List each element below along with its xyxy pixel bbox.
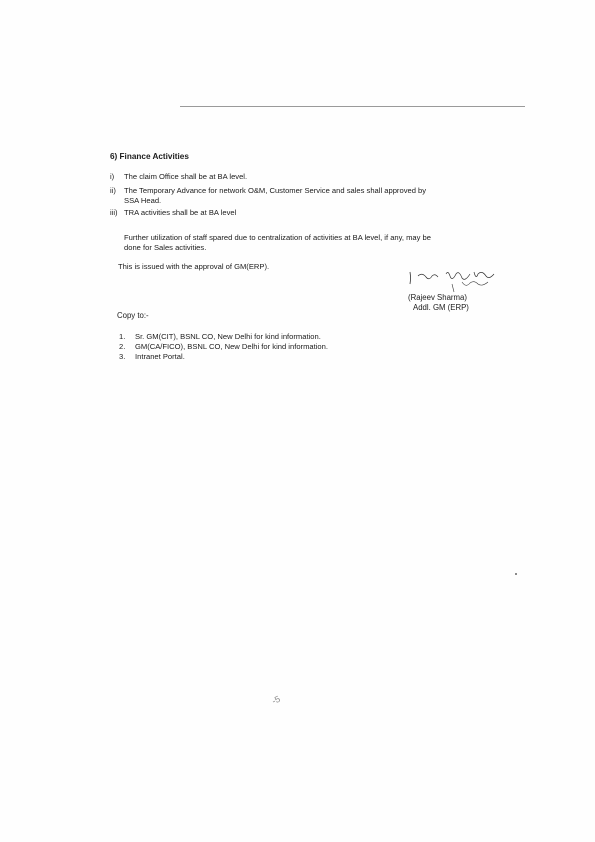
item-text: The Temporary Advance for network O&M, Customer Service and sales shall approved by (124, 186, 427, 195)
signatory-name: (Rajeev Sharma) (408, 293, 467, 302)
list-text: Sr. GM(CIT), BSNL CO, New Delhi for kind information. (135, 332, 321, 341)
copy-to-item-2 (119, 342, 399, 352)
header-rule (180, 106, 525, 107)
copy-to-item-3 (119, 352, 399, 362)
list-text: GM(CA/FICO), BSNL CO, New Delhi for kind information. (135, 342, 328, 351)
list-number: 3. (119, 352, 126, 361)
item-number: iii) (110, 208, 118, 217)
approval-statement: This is issued with the approval of GM(ERP). (118, 262, 270, 271)
copy-to-label: Copy to:- (117, 311, 149, 320)
list-number: 2. (119, 342, 126, 351)
item-number: i) (110, 172, 115, 181)
list-number: 1. (119, 332, 126, 341)
item-number: ii) (110, 186, 116, 195)
section-heading: 6) Finance Activities (110, 152, 189, 161)
scan-speck (515, 573, 517, 575)
item-text-continued: SSA Head. (124, 196, 162, 205)
finance-item-1 (110, 172, 530, 183)
list-text: Intranet Portal. (135, 352, 185, 361)
item-text: The claim Office shall be at BA level. (124, 172, 248, 181)
finance-item-2 (110, 186, 530, 208)
page-mark: -5 (270, 693, 282, 707)
signatory-title: Addl. GM (ERP) (413, 303, 469, 312)
item-text: TRA activities shall be at BA level (124, 208, 237, 217)
further-utilization-line-2: done for Sales activities. (124, 243, 207, 252)
finance-item-3 (110, 208, 530, 219)
copy-to-item-1 (119, 332, 399, 342)
further-utilization-line-1: Further utilization of staff spared due to centralization of activities at BA level, if any, may be (124, 233, 432, 242)
